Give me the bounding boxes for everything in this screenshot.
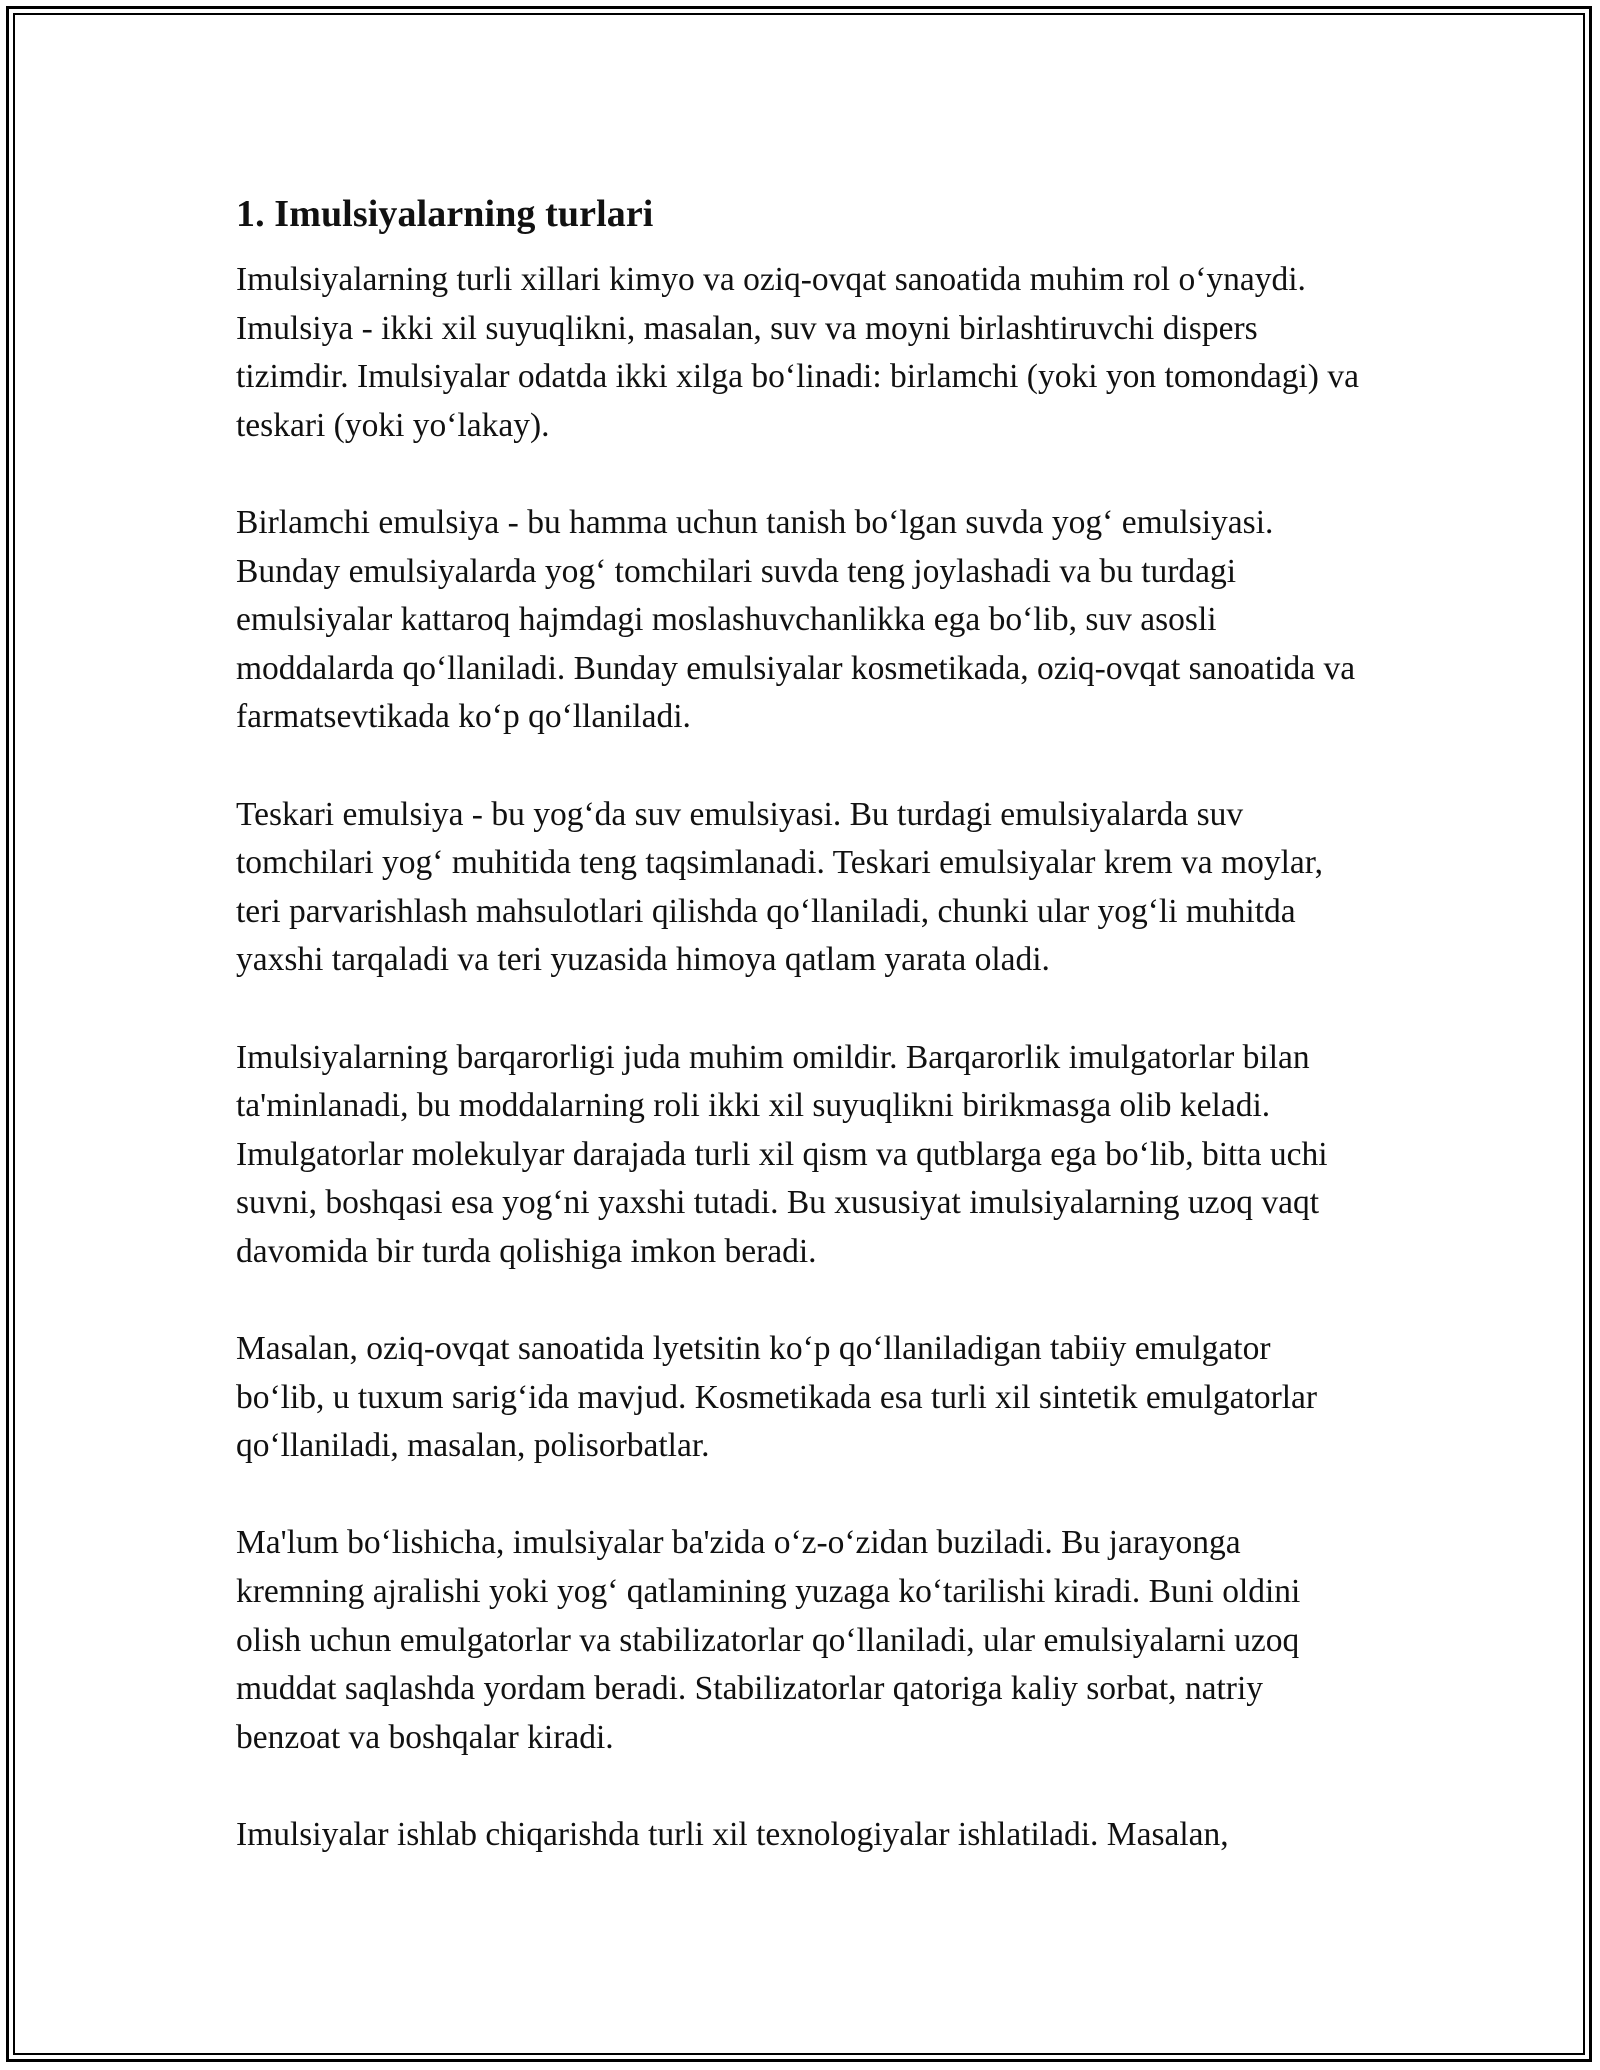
paragraph-intro: Imulsiyalarning turli xillari kimyo va oziq-ovqat sanoatida muhim rol o‘ynaydi. Imulsiya - ikki xil suyuqlikni, masalan, suv va moyni birlashtiruvchi dispers tizimdir. Imulsiyalar odatda ikki xilga bo‘linadi: birlamchi (yoki yon tomondagi) va teskari (yoki yo‘lakay). — [236, 261, 1359, 444]
paragraph-primary-emulsion: Birlamchi emulsiya - bu hamma uchun tanish bo‘lgan suvda yog‘ emulsiyasi. Bunday emulsiyalarda yog‘ tomchilari suvda teng joylashadi va bu turdagi emulsiyalar kattaroq hajmdagi moslashuvchanlikka ega bo‘lib, suv asosli moddalarda qo‘llaniladi. Bunday emulsiyalar kosmetikada, oziq-ovqat sanoatida va farmatsevtikada ko‘p qo‘llaniladi. — [236, 503, 1356, 736]
document-body — [236, 186, 1366, 1860]
paragraph-examples: Masalan, oziq-ovqat sanoatida lyetsitin ko‘p qo‘llaniladigan tabiiy emulgator bo‘lib, u tuxum sarig‘ida mavjud. Kosmetikada esa turli xil sintetik emulgatorlar qo‘llaniladi, masalan, polisorbatlar. — [236, 1330, 1318, 1465]
paragraph-breakdown: Ma'lum bo‘lishicha, imulsiyalar ba'zida o‘z-o‘zidan buziladi. Bu jarayonga kremning ajralishi yoki yog‘ qatlamining yuzaga ko‘tarilishi kiradi. Buni oldini olish uchun emulgatorlar va stabilizatorlar qo‘llaniladi, ular emulsiyalarni uzoq muddat saqlashda yordam beradi. Stabilizatorlar qatoriga kaliy sorbat, natriy benzoat va boshqalar kiradi. — [236, 1524, 1301, 1756]
paragraph-stability: Imulsiyalarning barqarorligi juda muhim omildir. Barqarorlik imulgatorlar bilan ta'minlanadi, bu moddalarning roli ikki xil suyuqlikni birikmasga olib keladi. Imulgatorlar molekulyar darajada turli xil qism va qutblarga ega bo‘lib, bitta uchi suvni, boshqasi esa yog‘ni yaxshi tutadi. Bu xususiyat imulsiyalarning uzoq vaqt davomida bir turda qolishiga imkon beradi. — [236, 1038, 1328, 1270]
paragraph-production: Imulsiyalar ishlab chiqarishda turli xil texnologiyalar ishlatiladi. Masalan, — [236, 1816, 1229, 1853]
section-heading: 1. Imulsiyalarning turlari — [236, 193, 654, 235]
paragraph-inverse-emulsion: Teskari emulsiya - bu yog‘da suv emulsiyasi. Bu turdagi emulsiyalarda suv tomchilari yog‘ muhitida teng taqsimlanadi. Teskari emulsiyalar krem va moylar, teri parvarishlash mahsulotlari qilishda qo‘llaniladi, chunki ular yog‘li muhitda yaxshi tarqaladi va teri yuzasida himoya qatlam yarata oladi. — [236, 795, 1323, 979]
